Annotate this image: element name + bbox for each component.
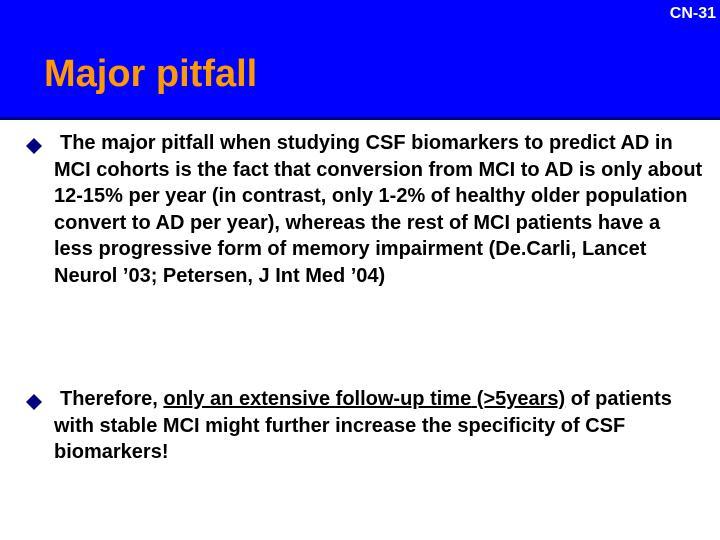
diamond-bullet-icon	[26, 138, 42, 154]
slide-id-label: CN-31	[669, 5, 716, 22]
slide-title: Major pitfall	[44, 53, 258, 95]
header-band	[0, 0, 720, 117]
bullet-text: The major pitfall when studying CSF biomarkers to predict AD in MCI cohorts is the fact that conversion from MCI to AD is only about 12-15% per year (in contrast, only 1-2% of healthy older population convert to AD per year), whereas the rest of MCI patients have a less progressive form of memory impairment (De.Carli, Lancet Neurol ’03; Petersen, J Int Med ’04)	[54, 132, 703, 287]
bullet-text-lead: Therefore,	[60, 388, 158, 410]
bullet-item-follow-up	[24, 386, 704, 466]
bullet-text-underlined-duration: (>5years)	[476, 388, 566, 410]
diamond-bullet-icon	[26, 394, 42, 410]
bullet-item-pitfall	[24, 130, 704, 289]
bullet-text-underlined-phrase: only an extensive follow-up time	[163, 388, 472, 410]
bullet-text-tail: of patients with stable MCI might further increase the specificity of CSF biomarkers!	[54, 388, 672, 463]
header-divider	[0, 117, 720, 120]
bullet-text	[24, 386, 704, 466]
